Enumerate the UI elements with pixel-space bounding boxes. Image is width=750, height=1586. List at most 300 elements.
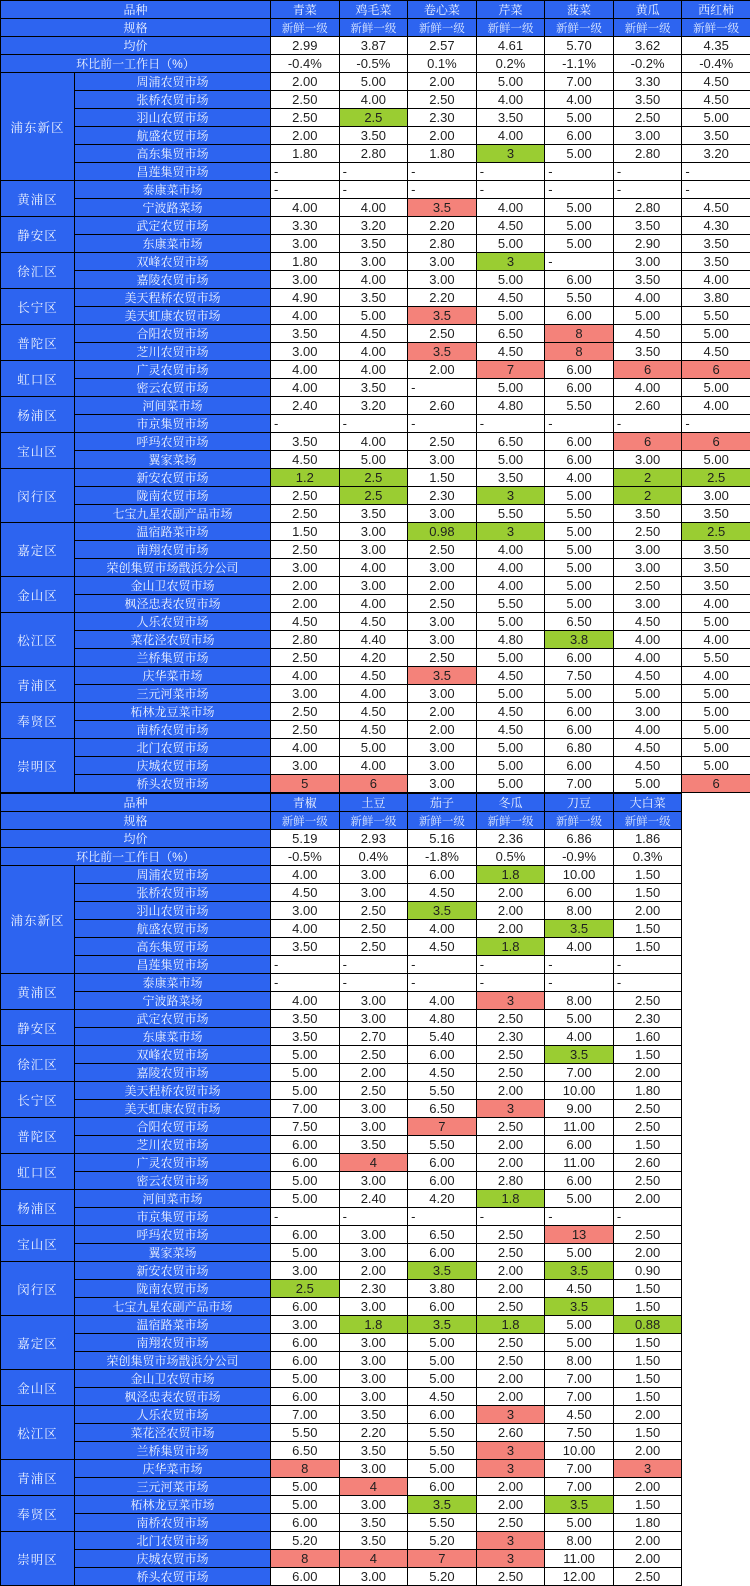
price-cell: 4.00 [613,721,682,739]
spec-header-cell: 新鲜一级 [339,19,408,37]
price-cell: 1.8 [476,938,545,956]
price-cell: 5.00 [476,271,545,289]
price-cell: 4.00 [682,631,750,649]
price-cell: 2.00 [476,1388,545,1406]
price-cell: 4.00 [271,866,340,884]
price-cell: 4.50 [271,451,340,469]
market-name-cell: 美天虹康农贸市场 [75,1100,271,1118]
district-cell: 徐汇区 [1,1046,75,1082]
change-pct-cell: -0.4% [682,55,750,73]
price-cell: 4.80 [476,397,545,415]
price-cell: 3.00 [408,271,477,289]
market-name-cell: 新安农贸市场 [75,1262,271,1280]
price-cell: - [408,181,477,199]
variety-header-cell: 芹菜 [476,1,545,19]
district-cell: 浦东新区 [1,73,75,181]
change-pct-cell: 0.4% [339,848,408,866]
price-cell: - [271,163,340,181]
price-cell: 4.50 [476,343,545,361]
price-cell: 2.50 [339,1082,408,1100]
price-cell: 5.00 [545,559,614,577]
price-cell: 4.50 [339,667,408,685]
district-cell: 闵行区 [1,469,75,523]
avg-price-cell: 2.57 [408,37,477,55]
price-cell: 5.00 [682,685,750,703]
price-cell: 3 [476,1442,545,1460]
price-cell: 4.00 [339,91,408,109]
market-name-cell: 武定农贸市场 [75,1010,271,1028]
price-cell: 3.00 [339,866,408,884]
price-cell: - [408,974,477,992]
price-cell: 8.00 [545,902,614,920]
price-cell: 3 [476,992,545,1010]
price-cell: 3.00 [408,685,477,703]
price-cell: 2 [613,487,682,505]
price-cell: 6.00 [408,1406,477,1424]
price-cell: 1.50 [613,1298,682,1316]
price-cell: 3.5 [408,1496,477,1514]
price-cell: - [613,974,682,992]
price-cell: - [339,974,408,992]
price-cell: 3 [613,1460,682,1478]
price-cell: 5.00 [408,1352,477,1370]
district-cell: 普陀区 [1,325,75,361]
market-name-cell: 菜花泾农贸市场 [75,1424,271,1442]
price-cell: 3.00 [339,1334,408,1352]
price-cell: 4.50 [613,667,682,685]
price-cell: 3.5 [408,902,477,920]
price-cell: 8 [545,325,614,343]
price-cell: 3.5 [545,920,614,938]
price-cell: 6.00 [545,127,614,145]
price-cell: 4.00 [476,91,545,109]
price-cell: 1.60 [613,1028,682,1046]
change-pct-cell: -0.9% [545,848,614,866]
price-cell: 4.50 [339,721,408,739]
price-cell: 3.20 [339,217,408,235]
price-cell: 5.00 [545,1010,614,1028]
price-cell: 2.50 [408,325,477,343]
market-name-cell: 桥头农贸市场 [75,1568,271,1586]
price-cell: 3.5 [408,1262,477,1280]
market-name-cell: 张桥农贸市场 [75,884,271,902]
price-cell: 5.00 [682,721,750,739]
price-cell: 2.00 [613,1532,682,1550]
market-name-cell: 陇南农贸市场 [75,1280,271,1298]
price-cell: 5 [271,775,340,793]
price-cell: 2.50 [476,1244,545,1262]
avg-price-cell: 2.99 [271,37,340,55]
price-cell: 7 [408,1118,477,1136]
price-cell: 5.00 [545,487,614,505]
price-cell: 2.00 [271,127,340,145]
market-name-cell: 泰康菜市场 [75,181,271,199]
price-cell: 4.50 [408,938,477,956]
price-cell: 3.5 [408,1316,477,1334]
price-cell: 4.50 [682,343,750,361]
price-cell: 3.50 [682,127,750,145]
price-cell: 5.00 [271,1496,340,1514]
avg-price-cell: 5.70 [545,37,614,55]
market-name-cell: 兰桥集贸市场 [75,649,271,667]
price-cell: 6.00 [408,1478,477,1496]
price-cell: 3.50 [682,253,750,271]
price-cell: 3.50 [339,1532,408,1550]
price-cell: 4.40 [339,631,408,649]
price-cell: 5.00 [271,1244,340,1262]
variety-row-label: 品种 [1,794,271,812]
price-cell: 3.5 [408,307,477,325]
price-cell: 4.00 [339,685,408,703]
variety-header-cell: 大白菜 [613,794,682,812]
change-pct-cell: -0.5% [271,848,340,866]
price-cell: 3.50 [339,1136,408,1154]
market-name-cell: 呼玛农贸市场 [75,433,271,451]
market-name-cell: 密云农贸市场 [75,1172,271,1190]
avg-price-cell: 5.16 [408,830,477,848]
change-pct-cell: -0.2% [613,55,682,73]
price-cell: 4.00 [339,343,408,361]
price-cell: 1.50 [613,1280,682,1298]
price-cell: 5.00 [339,739,408,757]
district-cell: 徐汇区 [1,253,75,289]
price-cell: - [682,415,750,433]
market-name-cell: 武定农贸市场 [75,217,271,235]
price-cell: 4.00 [613,289,682,307]
price-cell: 3.00 [408,505,477,523]
price-cell: 4.00 [476,559,545,577]
price-cell: 2.80 [271,631,340,649]
price-cell: 4.00 [613,379,682,397]
price-cell: - [613,163,682,181]
price-cell: 2.50 [339,920,408,938]
price-cell: - [613,1208,682,1226]
price-cell: 3.00 [408,613,477,631]
spec-header-cell: 新鲜一级 [408,812,477,830]
price-cell: 2.50 [271,505,340,523]
price-cell: 5.00 [545,217,614,235]
price-cell: 2.50 [613,1568,682,1586]
price-cell: 4.00 [339,271,408,289]
avg-row-label: 均价 [1,37,271,55]
price-cell: 3.50 [682,559,750,577]
price-cell: 2.80 [339,145,408,163]
market-name-cell: 密云农贸市场 [75,379,271,397]
market-name-cell: 菜花泾农贸市场 [75,631,271,649]
spec-header-cell: 新鲜一级 [682,19,750,37]
price-cell: 2.00 [476,1082,545,1100]
price-cell: 3 [476,1550,545,1568]
price-cell: 5.00 [545,577,614,595]
price-cell: 5.00 [271,1082,340,1100]
price-cell: 3.50 [271,433,340,451]
price-cell: 5.00 [476,379,545,397]
price-cell: 5.00 [682,451,750,469]
price-cell: 4.50 [613,325,682,343]
price-cell: 3.00 [339,1388,408,1406]
price-cell: 5.50 [682,307,750,325]
price-cell: 2.00 [613,1442,682,1460]
market-name-cell: 高东集贸市场 [75,145,271,163]
price-cell: 2.60 [476,1424,545,1442]
market-name-cell: 周浦农贸市场 [75,73,271,91]
price-cell: 2.50 [613,523,682,541]
price-cell: 5.00 [545,523,614,541]
price-cell: 5.00 [476,757,545,775]
price-cell: 2.00 [408,127,477,145]
district-cell: 奉贤区 [1,1496,75,1532]
market-name-cell: 河间菜市场 [75,1190,271,1208]
price-cell: 2.30 [408,487,477,505]
price-cell: 1.8 [476,1190,545,1208]
price-cell: 3.50 [339,505,408,523]
price-cell: 4 [339,1478,408,1496]
price-cell: 5.00 [682,739,750,757]
market-name-cell: 泰康菜市场 [75,974,271,992]
market-name-cell: 东康菜市场 [75,235,271,253]
price-cell: 3.00 [408,757,477,775]
price-cell: 6.00 [545,649,614,667]
market-name-cell: 周浦农贸市场 [75,866,271,884]
market-name-cell: 芝川农贸市场 [75,343,271,361]
price-cell: 1.50 [613,884,682,902]
price-cell: 2.80 [476,1172,545,1190]
price-cell: 3.00 [271,685,340,703]
price-cell: 3.00 [613,253,682,271]
price-cell: 1.50 [613,1046,682,1064]
price-cell: 2.00 [339,1064,408,1082]
price-cell: 4.00 [271,739,340,757]
district-cell: 黄浦区 [1,974,75,1010]
price-cell: 7.00 [545,1370,614,1388]
price-cell: 4.50 [613,757,682,775]
price-cell: 3.00 [339,1244,408,1262]
price-cell: 2.30 [408,109,477,127]
price-cell: 3.00 [408,253,477,271]
price-cell: 6.00 [408,1298,477,1316]
price-cell: 6 [339,775,408,793]
price-cell: 3.00 [613,451,682,469]
price-cell: 4.00 [476,577,545,595]
price-cell: 3.00 [339,884,408,902]
price-cell: 4.00 [682,595,750,613]
price-cell: 6.00 [408,1046,477,1064]
avg-price-cell: 6.86 [545,830,614,848]
price-cell: 4.80 [476,631,545,649]
price-cell: - [271,181,340,199]
change-row-label: 环比前一工作日（%） [1,848,271,866]
price-cell: 5.00 [545,199,614,217]
market-name-cell: 高东集贸市场 [75,938,271,956]
price-cell: 5.00 [545,109,614,127]
price-cell: - [545,956,614,974]
price-cell: 5.50 [408,1424,477,1442]
spec-row-label: 规格 [1,19,271,37]
price-cell: 2.80 [613,145,682,163]
price-cell: 4.50 [476,721,545,739]
price-cell: 2.50 [408,649,477,667]
district-cell: 闵行区 [1,1262,75,1316]
price-cell: - [682,163,750,181]
price-cell: 5.50 [476,595,545,613]
price-cell: 2.30 [613,1010,682,1028]
market-name-cell: 广灵农贸市场 [75,361,271,379]
price-cell: 2.50 [271,91,340,109]
price-cell: 4.00 [339,559,408,577]
price-cell: 2.00 [408,73,477,91]
market-name-cell: 河间菜市场 [75,397,271,415]
price-cell: 4.00 [613,631,682,649]
spec-header-cell: 新鲜一级 [408,19,477,37]
price-cell: 3.00 [339,1496,408,1514]
price-cell: 11.00 [545,1118,614,1136]
price-cell: 2.50 [339,1046,408,1064]
price-cell: 1.2 [271,469,340,487]
price-cell: 2.5 [339,469,408,487]
price-cell: 2.00 [408,577,477,595]
price-cell: 2.50 [271,721,340,739]
price-cell: 6.00 [545,307,614,325]
price-cell: 5.50 [408,1136,477,1154]
price-cell: - [613,956,682,974]
price-cell: 4.00 [339,361,408,379]
district-cell: 青浦区 [1,667,75,703]
price-cell: 2.20 [408,289,477,307]
price-cell: 5.00 [476,685,545,703]
market-name-cell: 南桥农贸市场 [75,1514,271,1532]
price-cell: 2.50 [408,541,477,559]
price-cell: 3.00 [339,1118,408,1136]
price-cell: 3.20 [339,397,408,415]
spec-row-label: 规格 [1,812,271,830]
price-cell: 7 [408,1550,477,1568]
price-cell: 4.00 [476,541,545,559]
price-cell: 8 [545,343,614,361]
change-pct-cell: -1.8% [408,848,477,866]
district-cell: 静安区 [1,217,75,253]
price-cell: 5.00 [271,1172,340,1190]
price-cell: 0.88 [613,1316,682,1334]
price-cell: 3.50 [339,379,408,397]
price-cell: 3.00 [339,992,408,1010]
price-cell: 5.00 [545,595,614,613]
market-name-cell: 温宿路菜市场 [75,1316,271,1334]
district-cell: 金山区 [1,1370,75,1406]
price-cell: 2.5 [682,469,750,487]
price-cell: 5.00 [613,307,682,325]
price-cell: 1.50 [613,866,682,884]
price-cell: 3.00 [339,577,408,595]
price-cell: 6.00 [271,1514,340,1532]
price-cell: 3.00 [408,739,477,757]
price-cell: 4.30 [682,217,750,235]
price-cell: 5.00 [545,235,614,253]
price-cell: 5.00 [545,145,614,163]
spec-header-cell: 新鲜一级 [545,812,614,830]
price-cell: - [613,415,682,433]
market-name-cell: 枫泾忠表农贸市场 [75,1388,271,1406]
market-name-cell: 陇南农贸市场 [75,487,271,505]
price-cell: 8 [271,1550,340,1568]
price-cell: 1.8 [339,1316,408,1334]
price-cell: 5.00 [339,73,408,91]
market-name-cell: 南翔农贸市场 [75,541,271,559]
price-cell: 1.50 [613,1424,682,1442]
price-cell: 2.50 [613,992,682,1010]
price-cell: 4.50 [339,613,408,631]
price-cell: 3.80 [408,1280,477,1298]
market-name-cell: 柘林龙豆菜市场 [75,1496,271,1514]
price-cell: 2.50 [476,1514,545,1532]
price-cell: - [271,974,340,992]
price-cell: - [408,415,477,433]
market-name-cell: 新安农贸市场 [75,469,271,487]
price-cell: 2.20 [339,1424,408,1442]
price-cell: 5.00 [476,307,545,325]
price-cell: 7.50 [545,667,614,685]
price-cell: 1.50 [408,469,477,487]
market-name-cell: 航盛农贸市场 [75,920,271,938]
price-cell: 3.00 [339,1298,408,1316]
price-cell: 3.00 [339,1460,408,1478]
price-cell: - [545,1208,614,1226]
price-cell: 2.00 [613,1550,682,1568]
price-cell: - [408,1208,477,1226]
price-cell: 4.00 [545,91,614,109]
price-cell: - [408,163,477,181]
change-pct-cell: 0.2% [476,55,545,73]
market-name-cell: 庆华菜市场 [75,667,271,685]
market-name-cell: 七宝九星农副产品市场 [75,505,271,523]
variety-row-label: 品种 [1,1,271,19]
avg-price-cell: 2.36 [476,830,545,848]
variety-header-cell: 冬瓜 [476,794,545,812]
price-cell: 3.50 [339,1442,408,1460]
price-cell: 6.00 [408,866,477,884]
price-cell: 3.50 [339,1406,408,1424]
price-cell: 5.00 [682,379,750,397]
price-cell: 2.50 [613,109,682,127]
price-cell: 7.00 [271,1406,340,1424]
district-cell: 奉贤区 [1,703,75,739]
variety-header-cell: 鸡毛菜 [339,1,408,19]
price-cell: 2.50 [408,91,477,109]
price-cell: 5.00 [682,109,750,127]
price-cell: 4.50 [682,91,750,109]
market-name-cell: 枫泾忠表农贸市场 [75,595,271,613]
avg-price-cell: 3.62 [613,37,682,55]
price-cell: 2.30 [339,1280,408,1298]
price-cell: 6.00 [545,433,614,451]
price-cell: 6.00 [271,1154,340,1172]
district-cell: 长宁区 [1,289,75,325]
price-cell: 2.50 [271,649,340,667]
price-cell: 5.40 [408,1028,477,1046]
price-cell: 3.50 [476,109,545,127]
market-name-cell: 合阳农贸市场 [75,1118,271,1136]
price-cell: 1.8 [476,866,545,884]
market-name-cell: 三元河菜市场 [75,685,271,703]
price-cell: 5.00 [545,541,614,559]
price-cell: 3.00 [613,541,682,559]
price-cell: 2.00 [408,361,477,379]
price-cell: 4.00 [682,397,750,415]
price-cell: 4.00 [271,992,340,1010]
price-cell: 4.50 [476,667,545,685]
price-cell: 3.8 [545,631,614,649]
price-cell: 6.80 [545,739,614,757]
price-cell: 5.20 [271,1532,340,1550]
